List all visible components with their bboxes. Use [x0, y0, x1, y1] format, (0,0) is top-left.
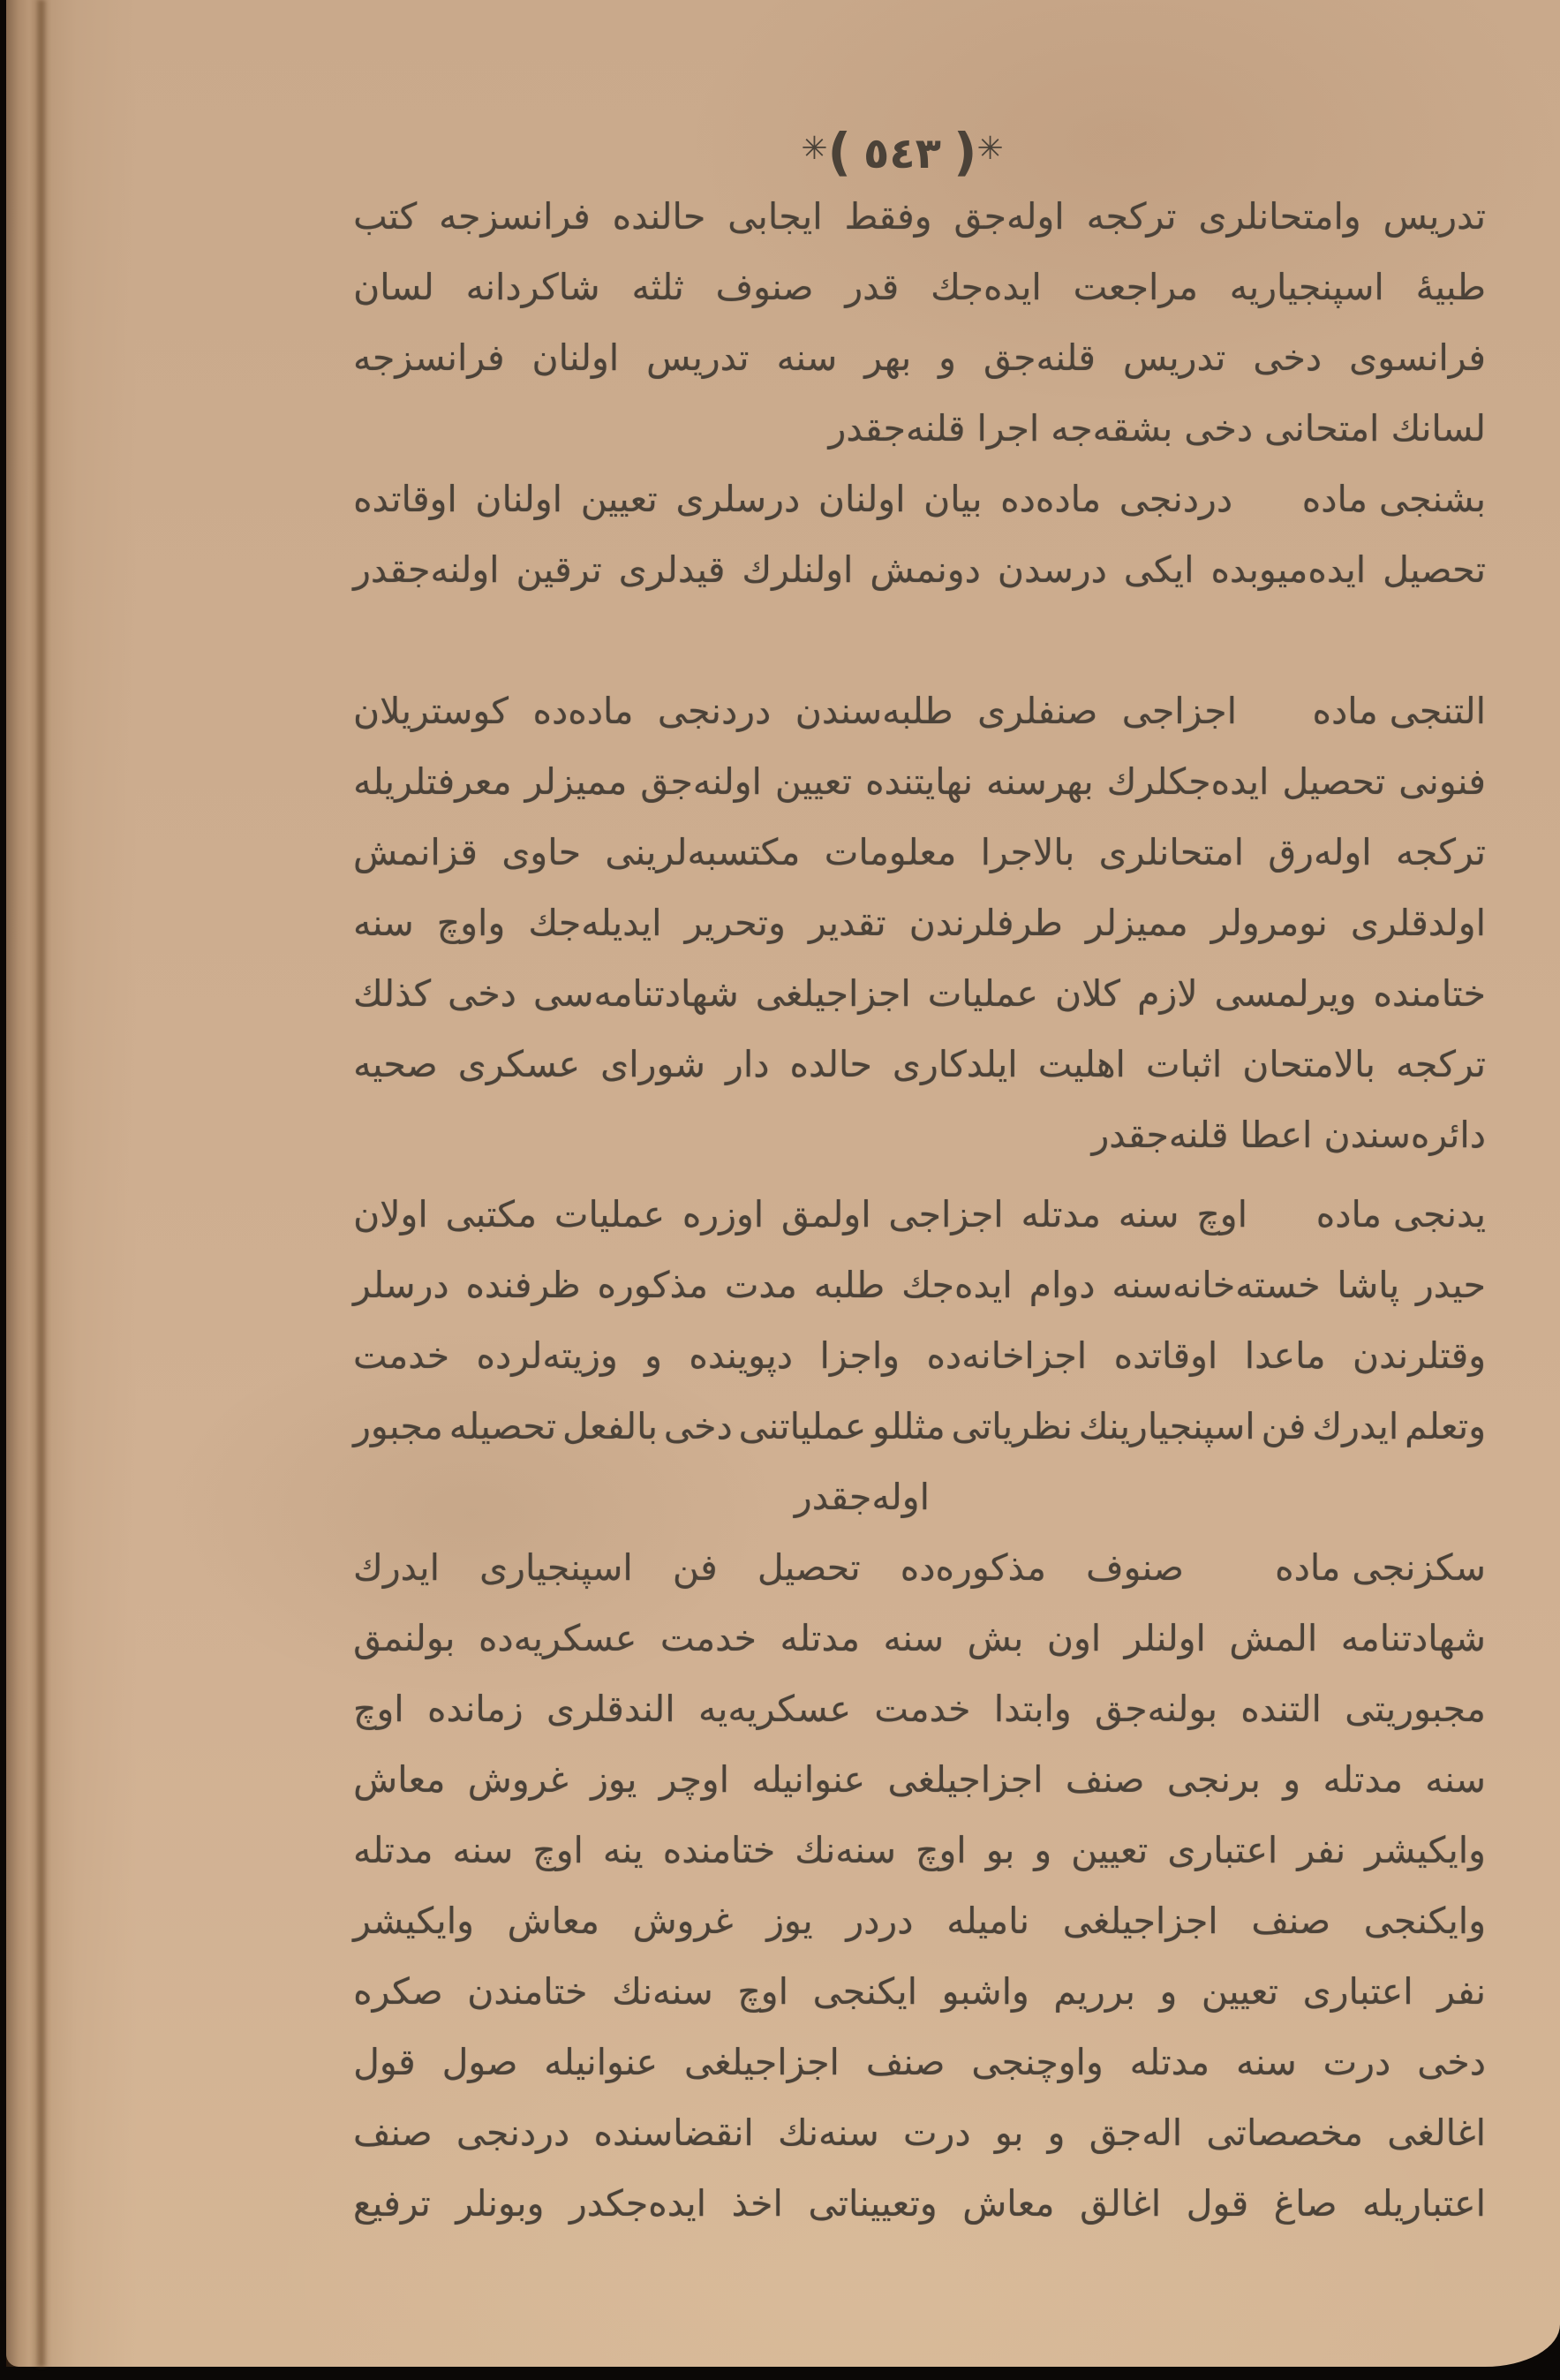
word: اهليت [1037, 1043, 1126, 1085]
word: اون [1046, 1617, 1102, 1659]
word: معاش [962, 2182, 1055, 2225]
word: اجزاخانه‌ده [926, 1334, 1088, 1377]
word: بهر [864, 336, 912, 379]
word: سنه [883, 1617, 945, 1659]
word: مدتله [1323, 1758, 1403, 1801]
word: سنه [452, 1829, 514, 1871]
word: نفر [1437, 1970, 1486, 2013]
word: تركجه [1086, 195, 1177, 238]
word: عسكريه‌ده [478, 1617, 637, 1659]
word: طرفلرندن [908, 902, 1063, 944]
word: اجزاجيلغى [1062, 1900, 1218, 1942]
word: عمليات [554, 1193, 666, 1235]
word: بولنه‌جق [1095, 1688, 1217, 1730]
word: تحصيل [1282, 760, 1386, 803]
word: صنف [353, 2112, 433, 2154]
word: سنه [1118, 1193, 1179, 1235]
word: غروش [632, 1900, 734, 1942]
word: وزيته‌لرده [476, 1334, 618, 1377]
text-line [353, 1744, 1486, 1815]
word: ايده‌ميوبده [1210, 548, 1367, 591]
word: اوچ [737, 1970, 788, 2013]
page-number: ٥٤٣ [863, 129, 941, 178]
word: اوقاتده [353, 478, 457, 520]
word: معلومات [824, 831, 957, 873]
word: و [1283, 1758, 1301, 1801]
word: التنده [1240, 1688, 1322, 1730]
word: سنه [353, 902, 414, 944]
word: صنف [1251, 1900, 1331, 1942]
word: دردنجى [657, 690, 772, 732]
word: صنفلرى [977, 690, 1098, 732]
word: مدتله [1021, 1193, 1101, 1235]
word: اجزاجيلغى [755, 972, 911, 1015]
word: بالفعل [562, 1405, 659, 1447]
word: بش [967, 1617, 1024, 1659]
word: عسكريه‌يه [697, 1688, 852, 1730]
word: وتعلم [1405, 1405, 1486, 1447]
text-line [353, 1885, 1486, 1956]
word: ماده‌ده [1000, 478, 1102, 520]
word: فرانسوى [1349, 336, 1486, 379]
word: دخى [663, 1405, 733, 1447]
word: ينه [602, 1829, 644, 1871]
word: اوله‌رق [1268, 831, 1372, 873]
word: زمانده [427, 1688, 524, 1730]
word: برنجى [1166, 1758, 1261, 1801]
text-line [353, 1250, 1486, 1320]
word: مدتله [353, 1829, 433, 1871]
word: اجزاجيلغى [887, 1758, 1044, 1801]
page-header [125, 122, 1560, 182]
word: واجزا [819, 1334, 901, 1377]
word: بالامتحان [1242, 1043, 1375, 1085]
word: نفر [1297, 1829, 1346, 1871]
word: مذكوره [597, 1264, 708, 1306]
word: اثبات [1145, 1043, 1223, 1085]
word: دخى [1253, 336, 1323, 379]
word: اوچ [1196, 1193, 1247, 1235]
text-line [353, 2168, 1486, 2239]
word: سنه‌نك [795, 1829, 896, 1871]
word: ايده‌جك [901, 1264, 1013, 1306]
word: تحصيل [757, 1546, 861, 1589]
word: اجزاجيلغى [683, 2041, 840, 2083]
word: لازم [1137, 972, 1198, 1015]
word: وبونلر [456, 2182, 545, 2225]
word: ايديله‌جك [528, 902, 662, 944]
word: تدريس [1383, 195, 1486, 238]
word: ايجابى [727, 195, 823, 238]
word: درسدن [997, 548, 1107, 591]
word: و [644, 1334, 662, 1377]
word: اعتباريله [1362, 2182, 1486, 2225]
word: مميزلر [1085, 902, 1188, 944]
word: نهايتنده [865, 760, 974, 803]
word: قول [353, 2041, 416, 2083]
text-line [353, 1956, 1486, 2027]
word: تركجه [1396, 831, 1486, 873]
word: ماده‌ده [532, 690, 634, 732]
word: مذكوره‌ده [900, 1546, 1046, 1589]
word: سنه [1425, 1758, 1486, 1801]
word: عنوانيله [751, 1758, 866, 1801]
word: اولان [353, 1193, 428, 1235]
word: قيدلرى [618, 548, 726, 591]
word: وفقط [844, 195, 932, 238]
word: تعيين [1071, 1829, 1149, 1871]
word: صول [441, 2041, 518, 2083]
word: وقتلرندن [1352, 1334, 1486, 1377]
word: اله‌جق [1089, 2112, 1183, 2154]
word: اغالق [1080, 2182, 1162, 2225]
word: وايكيشر [353, 1900, 474, 1942]
word: يوز [591, 1758, 637, 1801]
word: ايكنجى [812, 1970, 918, 2013]
article-label: يدنجى ماده [1315, 1193, 1486, 1235]
text-line [353, 1674, 1486, 1744]
word: نظرياتى [951, 1405, 1073, 1447]
word: سنه‌نك [778, 2112, 879, 2154]
text-line [353, 1320, 1486, 1391]
word: مجبور [353, 1405, 443, 1447]
word: و [1034, 1829, 1052, 1871]
word: فرانسزجه [353, 336, 505, 379]
word: اولدقلرى [1350, 902, 1486, 944]
word: دپوينده [689, 1334, 794, 1377]
word: طبيهٔ [1415, 266, 1486, 308]
word: معرفتلريله [353, 760, 512, 803]
page-number-paren-open: ( [827, 122, 852, 182]
word: اوچ [353, 1688, 404, 1730]
word: اولنه‌جقدر [353, 548, 500, 591]
word: اعتبارى [1167, 1829, 1278, 1871]
word: دار [726, 1043, 770, 1085]
word: اولنان [531, 336, 620, 379]
word: ماعدا [1244, 1334, 1326, 1377]
word: ختامنده [662, 1829, 776, 1871]
word: واشبو [941, 1970, 1029, 2013]
floral-ornament-right-icon: ✳ [976, 131, 1004, 167]
word: طلبه‌سندن [795, 690, 953, 732]
word: عسكرى [457, 1043, 581, 1085]
word: قزانمش [353, 831, 478, 873]
word: حالده [789, 1043, 872, 1085]
book-page [6, 0, 1560, 2367]
word: ايده‌جكلرك [1106, 760, 1270, 803]
word: تركجه [1396, 1043, 1486, 1085]
word: بهرسنه [986, 760, 1094, 803]
word: واوچ [436, 902, 506, 944]
word: ويرلمسى [1214, 972, 1357, 1015]
word: اعتبارى [1302, 1970, 1413, 2013]
word: و [1047, 2112, 1066, 2154]
word: درت [902, 2112, 971, 2154]
word: اسپنجيارينك [1078, 1405, 1255, 1447]
word: قلنه‌جق [983, 336, 1097, 379]
word: درت [1323, 2041, 1391, 2083]
word: و [1159, 1970, 1178, 2013]
word: معاش [353, 1758, 446, 1801]
word: شهادتنامه‌سى [532, 972, 739, 1015]
word: قدر [845, 266, 900, 308]
word: تعيين [1201, 1970, 1279, 2013]
word: تحصيله [448, 1405, 557, 1447]
word: فنونى [1398, 760, 1486, 803]
word: صكره [353, 1970, 443, 2013]
binding-shadow [6, 0, 139, 2367]
word: مميزلر [524, 760, 628, 803]
word: شاكردانه [465, 266, 600, 308]
word: ترقين [516, 548, 602, 591]
text-line [353, 888, 1486, 958]
text-block [353, 181, 1486, 2239]
word: عمليات [927, 972, 1038, 1015]
word: دردنجى [456, 2112, 570, 2154]
word: ختامنده [1373, 972, 1486, 1015]
word: حاوى [501, 831, 582, 873]
word: بو [994, 2112, 1024, 2154]
word: درسلر [353, 1264, 449, 1306]
word: معاش [507, 1900, 599, 1942]
text-line [353, 1603, 1486, 1674]
article-label: التنجى ماده [1312, 690, 1486, 732]
word: تحصيل [1383, 548, 1486, 591]
word: خدمت [659, 1617, 757, 1659]
word: فرانسزجه [439, 195, 591, 238]
word: صنوف [1086, 1546, 1184, 1589]
text-line [353, 252, 1486, 322]
word: پاشا [1337, 1264, 1400, 1306]
word: دردر [846, 1900, 914, 1942]
word: مدت [724, 1264, 797, 1306]
word: خسته‌خانه‌سنه [1112, 1264, 1321, 1306]
word: بولنمق [353, 1617, 456, 1659]
word: دونمش [870, 548, 981, 591]
word: اولنلرك [742, 548, 854, 591]
word: تعيين [774, 760, 853, 803]
word: سنه‌نك [612, 1970, 713, 2013]
word: ايده‌جكدر [569, 2182, 707, 2225]
word: ايدرك [1312, 1405, 1399, 1447]
word: حالنده [612, 195, 706, 238]
word: اجزاجى [888, 1193, 1004, 1235]
text-line [353, 534, 1486, 605]
word: عملياتنى [738, 1405, 867, 1447]
word: دردنجى [1119, 478, 1233, 520]
word: وتحرير [684, 902, 786, 944]
article-start-line [353, 1179, 1486, 1250]
word: فن [672, 1546, 718, 1589]
word: ظرفنده [465, 1264, 581, 1306]
word: صنف [865, 2041, 946, 2083]
word: بيان [923, 478, 983, 520]
word: دخى [1417, 2041, 1486, 2083]
word: يوز [766, 1900, 813, 1942]
word: وتعييناتى [808, 2182, 938, 2225]
article-start-line [353, 676, 1486, 746]
word: اوچ [916, 1829, 967, 1871]
word: مدتله [780, 1617, 860, 1659]
word: برريم [1053, 1970, 1135, 2013]
word: تدريس [646, 336, 750, 379]
word: صنوف [715, 266, 814, 308]
word: صنف [1065, 1758, 1145, 1801]
text-line [353, 322, 1486, 393]
word: اغالغى [1387, 2112, 1486, 2154]
word: مدتله [1129, 2041, 1210, 2083]
word: انقضاسنده [593, 2112, 754, 2154]
word: كلان [1054, 972, 1121, 1015]
text-line: اوله‌جقدر [794, 1476, 930, 1518]
word: وايكنجى [1363, 1900, 1486, 1942]
word: ايكى [1123, 548, 1194, 591]
word: ايلدكارى [892, 1043, 1018, 1085]
word: بالاجرا [980, 831, 1075, 873]
word: مثللو [872, 1405, 946, 1447]
word: لسان [353, 266, 434, 308]
word: اخذ [731, 2182, 783, 2225]
word: اولنه‌جق [640, 760, 762, 803]
word: تقدير [808, 902, 886, 944]
word: امتحانلرى [1098, 831, 1245, 873]
word: شوراى [600, 1043, 705, 1085]
word: كوستريلان [353, 690, 509, 732]
text-line [353, 817, 1486, 888]
word: اولنان [475, 478, 563, 520]
word: خدمت [874, 1688, 971, 1730]
word: قول [1186, 2182, 1249, 2225]
word: ثلثه [631, 266, 684, 308]
word: وامتحانلرى [1198, 195, 1361, 238]
word: ايده‌جك [931, 266, 1042, 308]
word: ترفيع [353, 2182, 431, 2225]
article-label: سكزنجى ماده [1275, 1546, 1486, 1589]
word: مكتبى [445, 1193, 538, 1235]
word: مكتسبه‌لرينى [605, 831, 801, 873]
word: طلبه [813, 1264, 886, 1306]
word: اجزاجى [1121, 690, 1238, 732]
word: مجبوريتى [1345, 1688, 1486, 1730]
word: شهادتنامه [1340, 1617, 1486, 1659]
word: سنه [776, 336, 838, 379]
word: دخى [448, 972, 516, 1015]
word: وايكيشر [1365, 1829, 1486, 1871]
article-label: بشنجى ماده [1301, 478, 1486, 520]
word: خدمت [353, 1334, 450, 1377]
word: اولنلر [1124, 1617, 1206, 1659]
text-line [353, 2097, 1486, 2168]
word: اسپنجيارى [479, 1546, 633, 1589]
word: اولمق [781, 1193, 871, 1235]
floral-ornament-left-icon: ✳ [801, 131, 828, 167]
word: دوام [1029, 1264, 1096, 1306]
word: مراجعت [1073, 266, 1198, 308]
word: صحيه [353, 1043, 438, 1085]
word: تدريس [1122, 336, 1226, 379]
article-start-line [353, 464, 1486, 534]
text-line [353, 746, 1486, 817]
word: مخصصاتى [1206, 2112, 1363, 2154]
text-line: لسانك امتحانى دخى بشقه‌جه اجرا قلنه‌جقدر [828, 407, 1486, 450]
word: فن [1261, 1405, 1307, 1447]
text-line [353, 1391, 1486, 1462]
word: سنه [1236, 2041, 1297, 2083]
article-start-line [353, 1532, 1486, 1603]
word: و [938, 336, 956, 379]
word: كتب [353, 195, 418, 238]
word: ختامندن [467, 1970, 588, 2013]
word: حيدر [1415, 1264, 1486, 1306]
text-line [353, 2027, 1486, 2097]
word: اوزره [682, 1193, 765, 1235]
word: المش [1229, 1617, 1318, 1659]
word: واوچنجى [971, 2041, 1104, 2083]
word: غروش [467, 1758, 569, 1801]
word: اسپنجياريه [1229, 266, 1384, 308]
word: وابتدا [993, 1688, 1072, 1730]
text-line: دائره‌سندن اعطا قلنه‌جقدر [1091, 1114, 1486, 1156]
text-line [353, 1815, 1486, 1885]
page-number-paren-close: ) [953, 122, 977, 182]
word: اولنان [818, 478, 906, 520]
word: تعيين [580, 478, 658, 520]
text-line [353, 1029, 1486, 1099]
word: اوله‌جق [953, 195, 1065, 238]
word: صاغ [1273, 2182, 1338, 2225]
word: اوچر [659, 1758, 730, 1801]
word: بو [985, 1829, 1015, 1871]
word: اوچ [532, 1829, 584, 1871]
word: كذلك [353, 972, 432, 1015]
word: نومرولر [1210, 902, 1328, 944]
word: الندقلرى [546, 1688, 675, 1730]
word: درسلرى [675, 478, 801, 520]
text-line [353, 958, 1486, 1029]
text-line [353, 181, 1486, 252]
word: ناميله [946, 1900, 1029, 1942]
word: اوقاتده [1113, 1334, 1218, 1377]
word: عنوانيله [544, 2041, 659, 2083]
word: ايدرك [353, 1546, 440, 1589]
binding-crease [35, 0, 48, 2367]
